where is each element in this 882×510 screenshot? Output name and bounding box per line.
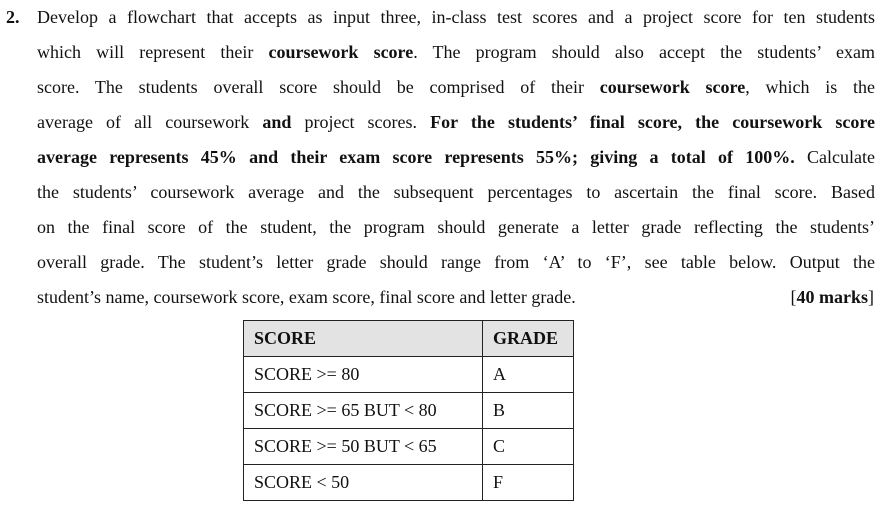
emphasis-text: coursework score [599, 77, 746, 97]
grade-table-header-row [244, 321, 574, 357]
score-range-cell: SCORE < 50 [244, 465, 483, 501]
question-line-4: average of all coursework and project scores. For the students’ final score, the coursework score [37, 112, 875, 132]
question-line-5: average represents 45% and their exam score represents 55%; giving a total of 100%. Calculate [37, 147, 875, 167]
table-row [244, 393, 574, 429]
letter-grade-cell: C [483, 429, 574, 465]
question-line-6: the students’ coursework average and the subsequent percentages to ascertain the final score. Based [37, 182, 875, 202]
emphasis-text: average represents 45% and their exam score represents 55%; giving a total of 100%. [37, 147, 795, 167]
question-line-8: overall grade. The student’s letter grade should range from ‘A’ to ‘F’, see table below. Output the [37, 252, 875, 272]
question-line-1: Develop a flowchart that accepts as input three, in-class test scores and a project score for ten students [37, 7, 875, 27]
letter-grade-cell: F [483, 465, 574, 501]
score-range-cell: SCORE >= 80 [244, 357, 483, 393]
marks-value: 40 marks [796, 287, 868, 307]
emphasis-text: and [262, 112, 292, 132]
table-row [244, 429, 574, 465]
question-number: 2. [6, 7, 20, 27]
letter-grade-cell: A [483, 357, 574, 393]
grade-table [243, 320, 574, 501]
letter-grade-cell: B [483, 393, 574, 429]
emphasis-text: For the students’ final score, the coursework score [430, 112, 875, 132]
table-row [244, 357, 574, 393]
marks-open-bracket: [ [790, 287, 797, 307]
table-row [244, 465, 574, 501]
question-line-3: score. The students overall score should be comprised of their coursework score, which is the [37, 77, 875, 97]
score-range-cell: SCORE >= 65 BUT < 80 [244, 393, 483, 429]
marks-label [791, 284, 875, 310]
marks-close-bracket: ] [868, 287, 874, 307]
grade-column-header: GRADE [483, 321, 574, 357]
question-line-2: which will represent their coursework score. The program should also accept the students’ exam [37, 42, 875, 62]
question-line-7: on the final score of the student, the program should generate a letter grade reflecting the students’ [37, 217, 875, 237]
score-range-cell: SCORE >= 50 BUT < 65 [244, 429, 483, 465]
score-column-header: SCORE [244, 321, 483, 357]
question-line-9: student’s name, coursework score, exam score, final score and letter grade. [37, 287, 576, 307]
emphasis-text: coursework score [268, 42, 414, 62]
